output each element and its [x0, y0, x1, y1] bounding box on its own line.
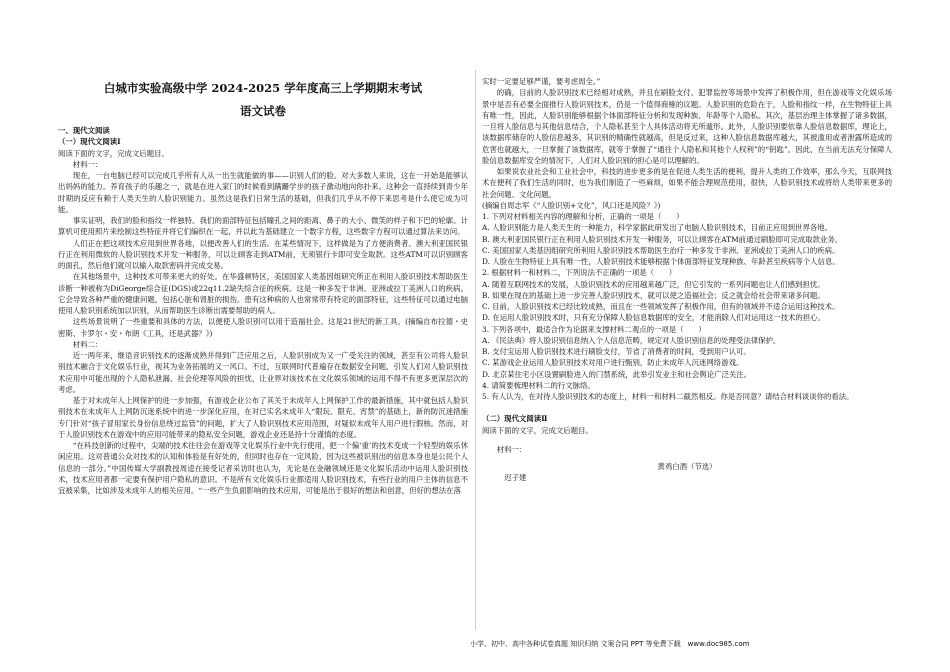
- option: B. 澳大利亚国民银行正在利用人脸识别技术开发一种服务，可以让顾客在ATM前通过刷脸即可完成取款业务。: [482, 234, 843, 244]
- question-2: 2. 根据材料一和材料二，下列说法不正确的一项是（ ）: [482, 268, 677, 278]
- option: C. 某游戏企业运用人脸识别技术对用户进行甄别，防止未成年人沉迷网络游戏。: [482, 358, 744, 368]
- paragraph: “在科技创新的过程中，尖端的技术往往会在游戏等文化娱乐行业中先行使用，把一个偏‘重’的技术变成一个轻型的娱乐休闲应用。这对普通公众对技术的认知和体验是有好处的，但同时也存在一定风险，因为这些被识别出的信息本身也是公民个人信息的一部分。”中国传媒大学副教授周逵在接受记者采访时也认为，无论是在金融领域还是文化娱乐活动中运用人脸识别技术，技术应用者都一定要有保护用户隐私的意识。不是所有文化娱乐行业都适用人脸识别技术，有些行业的用户主体的信息不宜被采集，比如涉及未成年人的相关应用。“一些产生负面影响的技术应用，可能是出于很好的想法和创意，但好的想法在落: [58, 441, 468, 495]
- option: A. 随着互联网技术的发展，人脸识别技术的应用越来越广泛，但它引发的一系列问题也让人们感到担忧。: [482, 279, 825, 289]
- footer-link[interactable]: 小学、初中、高中各种试卷真题 知识归纳 文案合同 PPT 等免费下载 www.doc985.com: [470, 640, 750, 648]
- question-4: 4. 请简要梳理材料二的行文脉络。: [482, 380, 595, 390]
- paragraph: 如果说农业社会和工业社会中，科技的进步更多的是在促进人类生活的便利，提升人类的工作效率，那么今天，互联网技术在便利了我们生活的同时，也为我们制造了一些麻烦，如果不能合理规范使用，很快，人脸识别技术或将给人类带来更多的社会问题、文化问题。: [482, 167, 892, 199]
- option: D. 北京某住宅小区设置刷脸进入的门禁系统，此举引发业主和社会舆论广泛关注。: [482, 369, 752, 379]
- spacer: [482, 436, 892, 444]
- paragraph: 这些场景说明了一些重要和具体的方法，以便使人脸识别可以用于造福社会。这是21世纪的新工具。(摘编自布拉德・史密斯、卡罗尔・安・布朗《工具，还是武器？》): [58, 317, 468, 338]
- paragraph: 事实证明，我们的脸和指纹一样独特。我们的面部特征包括瞳孔之间的距离、鼻子的大小、微笑的样子和下巴的轮廓。计算机可使用照片来绘制这些特征并将它们编织在一起，并以此为基础建立一个数字方程，这些数字方程可以通过算法来访问。: [58, 216, 468, 237]
- paragraph: 现在，一台电脑已经可以完成几乎所有人从一出生就能做的事——识别人们的脸。对大多数人来说，这在一开始是能够认出妈妈的能力。养育孩子的乐趣之一，就是在进入家门的时候看到蹒跚学步的孩子激动地向你扑来。这种会一直持续到青少年时期的反应有赖于人类天生的人脸识别能力。虽然这是我们日常生活的基础，但我们几乎从不停下来思考是什么使它成为可能。: [58, 171, 468, 214]
- option: D. 人脸在生物特征上具有唯一性，人脸识别技术能够根据个体面部特征发现种族、年龄甚至疾病等个人信息。: [482, 257, 840, 266]
- option: B. 支付宝运用人脸识别技术进行刷脸支付，节省了消费者的时间，受到用户认可。: [482, 347, 751, 356]
- source-note: (摘编自周志军《“人脸识别+文化”，风口还是风险？》): [482, 200, 661, 210]
- question-1: 1. 下列对材料相关内容的理解和分析，正确的一项是（ ）: [482, 212, 684, 221]
- paragraph: 人们正在把这项技术应用到世界各地，以便改善人们的生活。在某些情况下，这样做是为了方便消费者。澳大利亚国民银行正在利用微软的人脸识别技术开发一种服务，可以让顾客走到ATM前，无须银行卡即可安全取款。这些ATM可以识别顾客的面孔，然后他们就可以输入取款密码并完成交易。: [58, 238, 468, 270]
- work-title: 黄鸡白酒（节选）: [657, 462, 717, 471]
- material-label: 材料二：: [72, 339, 103, 349]
- column-divider: [475, 70, 476, 630]
- option: A. 《民法典》将人脸识别信息纳入个人信息范畴，规定对人脸识别信息的处理受法律保护。: [482, 335, 781, 345]
- paragraph: 在其他场景中，这种技术可带来更大的好处。在华盛顿特区，美国国家人类基因组研究所正在利用人脸识别技术帮助医生诊断一种被称为DiGeorge综合征(DGS)或22q11.2缺失综合征的疾病。这是一种多发于非洲、亚洲或拉丁美洲人口的疾病。它会导致各种严重的健康问题，包括心脏和肾脏的损伤。患有这种病的人也常常带有特定的面部特征，这些特征可以通过电脑使用人脸识别系统加以识别，从而帮助医生诊断出需要帮助的病人。: [58, 272, 468, 315]
- subsection-heading: （一）现代文阅读Ⅰ: [58, 137, 121, 147]
- author-name: 迟子建: [504, 473, 527, 483]
- option: C. 美国国家人类基因组研究所利用人脸识别技术帮助医生治疗一种多发于非洲、亚洲或拉丁美洲人口的疾病。: [482, 245, 840, 255]
- paragraph: 基于对未成年人上网保护的进一步加强，有游戏企业公布了其关于未成年人上网保护工作的最新措施，其中就包括人脸识别技术在未成年人上网防沉迷系统中的进一步深化应用，在对已实名未成年人“限玩、限充、宵禁”的基础上，新的防沉迷措施专门针对“孩子冒用家长身份信息绕过监管”的问题，扩大了人脸识别技术应用范围，对疑似未成年人用户进行假核。然而，对于人脸识别技术在游戏中的应用可能带来的隐私安全问题，游戏企业还是持十分谨慎的态度。: [58, 396, 468, 439]
- reading-instruction: 阅读下面的文字，完成文后题目。: [482, 425, 593, 435]
- question-3: 3. 下列各项中，最适合作为论据来支撑材料二观点的一项是（ ）: [482, 324, 706, 334]
- subsection-heading: （二）现代文阅读Ⅱ: [482, 414, 548, 424]
- paragraph: 近一两年来，继语音识别技术的逐渐成熟并得到广泛应用之后，人脸识别成为又一广受关注的领域，甚至有公司将人脸识别技术融合于文化娱乐行业，视其为业务拓展的又一风口。不过，互联网时代普遍存在数据安全问题，引发人们对人脸识别技术应用中可能出现的个人隐私泄漏、社会伦理等风险的担忧，让业界对该技术在文化娱乐领域的运用不得不有更多更深层次的考虑。: [58, 351, 468, 394]
- exam-title: 白城市实验高级中学 2024-2025 学年度高三上学期期末考试: [103, 81, 423, 95]
- material-label: 材料一：: [496, 444, 527, 454]
- paragraph: 的确，目前的人脸识别技术已经相对成熟，并且在刷脸支付、犯罪监控等场景中发挥了积极作用，但在游戏等文化娱乐场景中是否有必要全面推行人脸识别技术，仍是一个值得商榷的议题。人脸识别的危险在于，人脸和指纹一样，在生物特征上具有唯一性，因此，人脸识别能够根据个体面部特征分析和发现种族、年龄等个人隐私。其次，基层治理主体掌握了诸多数据，一旦将人脸信息与其他信息结合，个人隐私甚至个人具体活动将无所遁形。此外，人脸识别要依靠人脸信息数据库，理论上，该数据库储存的人脸信息越多，其识别的精确性就越高，但是反过来，这种人脸信息数据库越大，其被滥用或者泄露所造成的危害也就越大，一旦掌握了该数据库，就等于掌握了“通往个人隐私和其他个人权利”的“钥匙”。因此，在当前无法充分保障人脸信息数据库安全的情况下，人们对人脸识别的担心是可以理解的。: [482, 88, 892, 165]
- paragraph: 实时一定要足够严谨，要考虑周全。”: [482, 77, 601, 86]
- exam-subtitle: 语文试卷: [240, 104, 286, 118]
- spacer: [482, 402, 892, 413]
- option: A. 人脸识别能力是人类天生的一种能力，科学家据此研发出了电脑人脸识别技术，目前正应用到世界各地。: [482, 223, 833, 233]
- section-heading: 一、现代文阅读: [58, 126, 110, 135]
- question-5: 5. 有人认为，在对待人脸识别技术的态度上，材料一和材料二截然相反。你是否同意？请结合材料谈谈你的看法。: [482, 392, 854, 401]
- option: D. 在运用人脸识别技术时，只有充分保障人脸信息数据库的安全，才能消除人们对运用这一技术的担心。: [482, 313, 825, 323]
- right-column: [482, 76, 892, 484]
- material-label: 材料一：: [72, 159, 103, 169]
- option: B. 如果在现在的基础上进一步完善人脸识别技术，就可以使之造福社会；反之就会给社会带来诸多问题。: [482, 290, 825, 300]
- left-column: [58, 125, 468, 496]
- reading-instruction: 阅读下面的文字，完成文后题目。: [58, 148, 169, 158]
- option: C. 目前，人脸识别技术已经比较成熟，而且在一些领域发挥了积极作用，但有的领域并不适合运用这种技术。: [482, 302, 840, 311]
